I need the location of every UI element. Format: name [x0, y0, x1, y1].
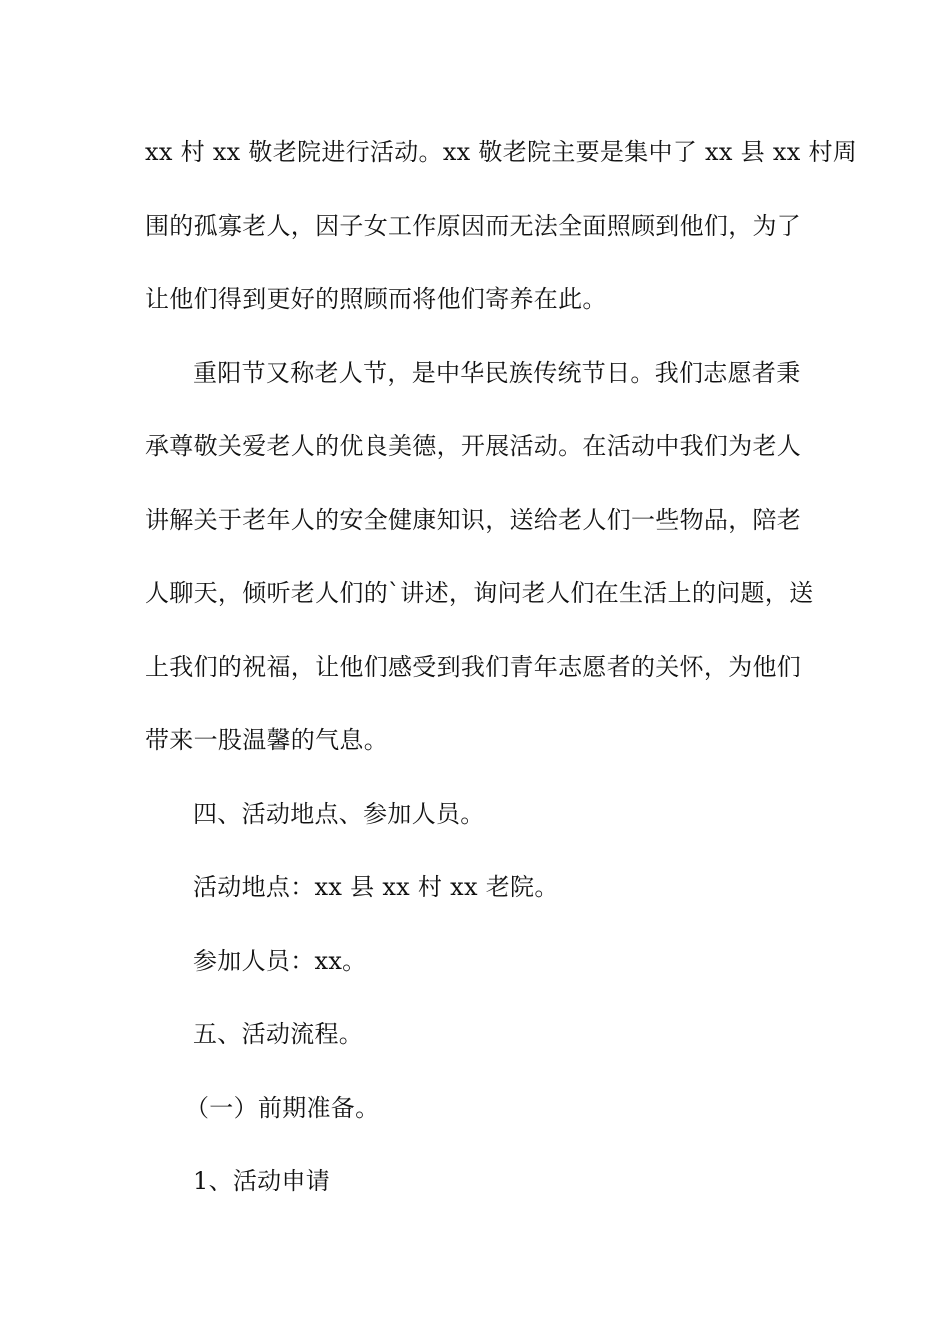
list-item: 1、活动申请 [193, 1167, 331, 1195]
paragraph-line: 重阳节又称老人节，是中华民族传统节日。我们志愿者秉 [193, 358, 801, 387]
paragraph-line: 人聊天，倾听老人们的`讲述，询问老人们在生活上的问题，送 [145, 579, 814, 607]
section-heading: 四、活动地点、参加人员。 [193, 799, 485, 828]
document-body [145, 128, 858, 1231]
paragraph-line: 带来一股温馨的气息。 [145, 726, 388, 754]
paragraph-line: 让他们得到更好的照顾而将他们寄养在此。 [145, 285, 607, 313]
paragraph-line: 围的孤寡老人，因子女工作原因而无法全面照顾到他们，为了 [145, 211, 802, 240]
subsection-heading: （一）前期准备。 [185, 1093, 380, 1122]
paragraph-line: 讲解关于老年人的安全健康知识，送给老人们一些物品，陪老 [145, 505, 802, 534]
paragraph-line: xx 村 xx 敬老院进行活动。xx 敬老院主要是集中了 xx 县 xx 村周 [145, 138, 858, 166]
section-heading: 五、活动流程。 [193, 1020, 364, 1048]
paragraph-line: 承尊敬关爱老人的优良美德，开展活动。在活动中我们为老人 [145, 432, 802, 460]
paragraph-line: 参加人员：xx。 [193, 946, 367, 975]
paragraph-line: 活动地点：xx 县 xx 村 xx 老院。 [193, 873, 559, 901]
paragraph-line: 上我们的祝福，让他们感受到我们青年志愿者的关怀，为他们 [145, 652, 802, 681]
